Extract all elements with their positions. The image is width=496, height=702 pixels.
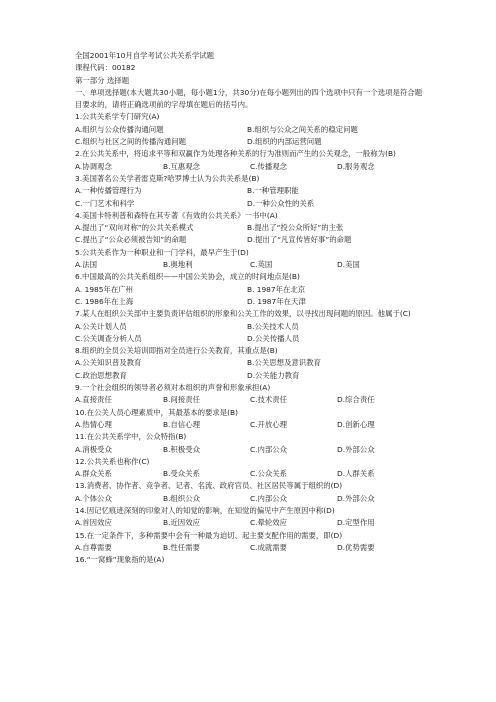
answer-option: A.个体公众: [75, 493, 112, 503]
exam-document: [75, 50, 425, 566]
answer-option: B.奥地利: [163, 260, 193, 270]
answer-option: C.成就需要: [250, 542, 288, 552]
section-instructions: 一、单项选择题(本大题共30小题，每小题1分，共30分)在每小题列出的四个选项中只有一个选项是符合题目要求的，请将正确选项前的字母填在题后的括号内。: [75, 87, 423, 110]
answer-option: A.自尊需要: [75, 542, 112, 552]
option-row: [75, 259, 425, 271]
answer-option: D.组织的内部运营问题: [247, 137, 322, 147]
answer-option: A.群众关系: [75, 469, 112, 479]
question-stem: 6.中国最高的公共关系组织——中国公关协会，成立的时间地点是(B): [75, 272, 300, 282]
answer-option: C.一门艺术和科学: [75, 198, 135, 208]
answer-option: D.公关传播人员: [247, 333, 300, 343]
answer-option: B.受众关系: [163, 469, 200, 479]
answer-option: B.公关思想及意识教育: [247, 358, 321, 368]
answer-option: D.人群关系: [337, 469, 375, 479]
option-row: [75, 517, 425, 529]
course-code: 课程代码：00182: [75, 63, 136, 73]
answer-option: C.晕轮效应: [250, 518, 288, 528]
answer-option: D.美国: [337, 260, 360, 270]
option-row: [75, 370, 425, 382]
answer-option: B.互惠观念: [163, 161, 200, 171]
answer-option: D.提出了“凡宣传皆好事”的命题: [247, 235, 352, 245]
answer-option: B.组织公众: [163, 493, 200, 503]
question-stem: 4.美国卡特利普和森特在其专著《有效的公共关系》一书中(A): [75, 210, 278, 220]
option-row: [75, 321, 425, 333]
question-stem: 5.公共关系作为一种职业和一门学科，最早产生于(D): [75, 247, 249, 257]
answer-option: B.近因效应: [163, 518, 200, 528]
answer-option: A.公关知识普及教育: [75, 358, 142, 368]
answer-option: A.直接责任: [75, 395, 112, 405]
answer-option: A.协调观念: [75, 161, 112, 171]
question-stem: 15.在一定条件下，多种需要中会有一种最为迫切、起主要支配作用的需要，即(D): [75, 530, 343, 540]
answer-option: C.英国: [250, 260, 273, 270]
answer-option: D.公关能力教育: [247, 370, 300, 380]
option-row: [75, 357, 425, 369]
question-stem: 11.在公共关系学中，公众特指(B): [75, 432, 187, 442]
answer-option: A.首因效应: [75, 518, 112, 528]
answer-option: B.一种管理职能: [247, 186, 299, 196]
option-row: [75, 124, 425, 136]
answer-option: A.热情心理: [75, 419, 112, 429]
document-title: 全国2001年10月自学考试公共关系学试题: [75, 51, 215, 60]
option-row: [75, 284, 425, 296]
answer-option: D.一种公众性的关系: [247, 198, 315, 208]
option-row: [75, 542, 425, 554]
part-heading: 第一部分 选择题: [75, 75, 130, 85]
answer-option: C.提出了“公众必须被告知”的命题: [75, 235, 187, 245]
question-stem: 10.在公关人员心理素质中，其最基本的要求是(B): [75, 407, 239, 417]
option-row: [75, 136, 425, 148]
answer-option: C.传播观念: [250, 161, 288, 171]
answer-option: B.自信心理: [163, 419, 200, 429]
question-stem: 12.公共关系也称作(C): [75, 456, 150, 466]
question-stem: 3.美国著名公关学者雷克斯?哈罗博士认为公共关系是(B): [75, 173, 260, 183]
answer-option: D.外部公众: [337, 444, 375, 454]
question-stem: 9.一个社会组织的领导者必须对本组织的声誉和形象承担(A): [75, 383, 271, 393]
answer-option: A.组织与公众传播沟通问题: [75, 124, 164, 134]
answer-option: A.提出了“双向对称”的公共关系模式: [75, 223, 194, 233]
option-row: [75, 198, 425, 210]
option-row: [75, 234, 425, 246]
answer-option: C.内部公众: [250, 493, 288, 503]
answer-option: A.公关计划人员: [75, 321, 127, 331]
option-row: [75, 468, 425, 480]
question-stem: 7.某人在组织公关部中主要负责评估组织的形象和公关工作的效果，以寻找出现问题的原因。他属于(C): [75, 309, 411, 319]
answer-option: C. 1986年在上海: [75, 296, 134, 306]
question-list: [75, 111, 425, 566]
option-row: [75, 394, 425, 406]
answer-option: B. 1987年在北京: [247, 284, 306, 294]
answer-option: B.性任需要: [163, 542, 200, 552]
question-stem: 2.在公共关系中，将追求平等和双赢作为处理各种关系的行为准则而产生的公关观念，一般称为(B): [75, 149, 396, 159]
answer-option: A. 1985年在广州: [75, 284, 133, 294]
option-row: [75, 493, 425, 505]
answer-option: D.综合责任: [337, 395, 375, 405]
answer-option: B.公关技术人员: [247, 321, 299, 331]
answer-option: C.技术责任: [250, 395, 288, 405]
question-stem: 8.组织的全员公关培训即指对全员进行公关教育，其重点是(B): [75, 346, 278, 356]
question-stem: 14.因记忆痕迹深刻的印象对人的知觉的影响，在知觉的偏见中产生原因中称(D): [75, 505, 335, 515]
answer-option: A.消极受众: [75, 444, 112, 454]
answer-option: C.公关调查分析人员: [75, 333, 142, 343]
answer-option: C.政治思想教育: [75, 370, 127, 380]
answer-option: D.优势需要: [337, 542, 375, 552]
option-row: [75, 185, 425, 197]
option-row: [75, 161, 425, 173]
answer-option: B.积极受众: [163, 444, 200, 454]
option-row: [75, 296, 425, 308]
answer-option: A.法国: [75, 260, 98, 270]
answer-option: D.创新心理: [337, 419, 375, 429]
answer-option: B.间接责任: [163, 395, 200, 405]
answer-option: D.外部公众: [337, 493, 375, 503]
answer-option: C.组织与社区之间的传播沟通问题: [75, 137, 186, 147]
question-stem: 13.消费者、协作者、竞争者、记者、名流、政府官员、社区居民等属于组织的(D): [75, 481, 343, 491]
option-row: [75, 444, 425, 456]
answer-option: D.定型作用: [337, 518, 375, 528]
answer-option: C.公众关系: [250, 469, 288, 479]
answer-option: A.一种传播管理行为: [75, 186, 142, 196]
answer-option: C.开放心理: [250, 419, 288, 429]
option-row: [75, 222, 425, 234]
option-row: [75, 333, 425, 345]
answer-option: B.组织与公众之间关系的稳定问题: [247, 124, 358, 134]
question-stem: 1.公共关系学专门研究(A): [75, 112, 160, 122]
answer-option: B.提出了“投公众所好”的主张: [247, 223, 344, 233]
answer-option: D.服务观念: [337, 161, 375, 171]
option-row: [75, 419, 425, 431]
answer-option: C.内部公众: [250, 444, 288, 454]
question-stem: 16.“一窝蜂”现象指的是(A): [75, 555, 165, 565]
answer-option: D. 1987年在天津: [247, 296, 306, 306]
